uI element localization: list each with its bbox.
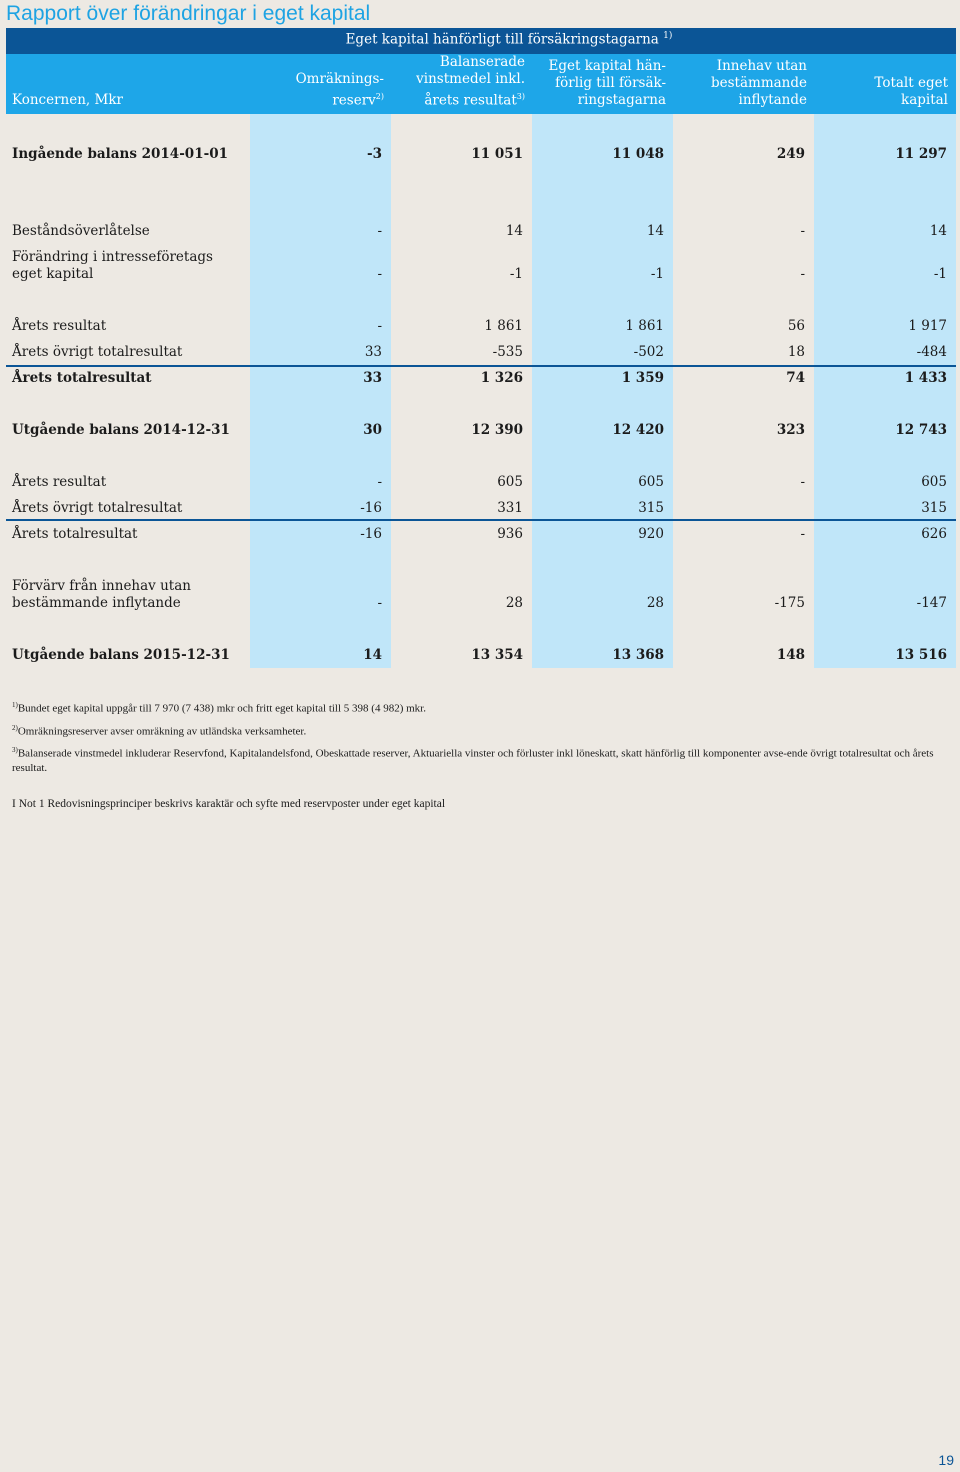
- value-retained-earnings: 14: [505, 223, 523, 239]
- row-label: Årets resultat: [12, 318, 107, 334]
- value-equity-policyholders: 11 048: [612, 146, 664, 162]
- value-equity-policyholders: -502: [633, 344, 664, 360]
- value-equity-policyholders: 12 420: [612, 422, 664, 438]
- value-equity-policyholders: 605: [638, 474, 664, 490]
- value-non-controlling: -: [800, 266, 805, 282]
- value-translation-reserve: -: [377, 595, 382, 611]
- footnote: $^{2)}$Omräkningsreserver avser omräkning av utländska verksamheter.: [12, 723, 307, 738]
- footnote: $^{1)}$Bundet eget kapital uppgår till 7 970 (7 438) mkr och fritt eget kapital till 5 398 (4 982) mkr.: [12, 701, 426, 715]
- value-retained-earnings: 11 051: [471, 146, 523, 162]
- value-non-controlling: 323: [776, 422, 805, 438]
- row-label: Förändring i intresseföretags eget kapital: [12, 249, 213, 282]
- value-translation-reserve: -: [377, 318, 382, 334]
- value-retained-earnings: 605: [497, 474, 523, 490]
- value-equity-policyholders: 13 368: [612, 647, 664, 663]
- value-non-controlling: -: [800, 526, 805, 542]
- header-group-label: Eget kapital hänförligt till försäkringstagarna $^{1)}$: [345, 31, 673, 48]
- value-retained-earnings: -1: [509, 266, 523, 282]
- value-equity-policyholders: 14: [646, 223, 664, 239]
- value-translation-reserve: -: [377, 223, 382, 239]
- value-equity-policyholders: 920: [638, 526, 664, 542]
- value-retained-earnings: 936: [497, 526, 523, 542]
- page-number: 19: [938, 1452, 954, 1468]
- value-retained-earnings: 13 354: [471, 647, 523, 663]
- value-translation-reserve: -16: [360, 526, 382, 542]
- value-total-equity: -1: [933, 266, 947, 282]
- row-separator: [6, 365, 956, 367]
- value-translation-reserve: 14: [363, 647, 382, 663]
- value-equity-policyholders: 28: [646, 595, 664, 611]
- value-retained-earnings: 1 326: [480, 370, 523, 386]
- value-translation-reserve: 33: [363, 370, 382, 386]
- page-title: Rapport över förändringar i eget kapital: [6, 2, 371, 25]
- header-group-bar: [6, 28, 956, 54]
- value-total-equity: 605: [921, 474, 947, 490]
- value-total-equity: 12 743: [895, 422, 947, 438]
- value-non-controlling: -: [800, 474, 805, 490]
- row-label: Årets resultat: [12, 474, 107, 490]
- value-retained-earnings: 331: [497, 500, 523, 516]
- row-label: Årets totalresultat: [12, 370, 152, 386]
- row-label: Förvärv från innehav utan bestämmande inflytande: [12, 578, 191, 611]
- row-label: Utgående balans 2014-12-31: [12, 422, 230, 438]
- value-equity-policyholders: 1 861: [625, 318, 664, 334]
- value-translation-reserve: -: [377, 266, 382, 282]
- value-non-controlling: 56: [787, 318, 805, 334]
- value-non-controlling: -: [800, 223, 805, 239]
- value-non-controlling: 249: [776, 146, 805, 162]
- header-row-label: Koncernen, Mkr: [12, 92, 123, 108]
- value-non-controlling: 148: [776, 647, 805, 663]
- row-label: Ingående balans 2014-01-01: [12, 146, 228, 162]
- row-label: Årets övrigt totalresultat: [12, 500, 183, 516]
- row-label: Årets övrigt totalresultat: [12, 344, 183, 360]
- header-col-total-equity: Totalt eget kapital: [874, 75, 948, 108]
- value-translation-reserve: -: [377, 474, 382, 490]
- value-total-equity: -484: [916, 344, 947, 360]
- value-translation-reserve: -3: [367, 146, 382, 162]
- value-total-equity: 1 917: [908, 318, 947, 334]
- value-total-equity: 1 433: [904, 370, 947, 386]
- value-non-controlling: 18: [787, 344, 805, 360]
- column-stripe: [814, 114, 956, 668]
- header-col-translation-reserve: Omräknings- reserv$^{2)}$: [295, 70, 384, 108]
- row-label: Årets totalresultat: [12, 526, 138, 542]
- value-total-equity: 626: [921, 526, 947, 542]
- value-total-equity: 11 297: [895, 146, 947, 162]
- value-non-controlling: 74: [786, 370, 805, 386]
- row-separator: [6, 519, 956, 521]
- value-total-equity: 315: [921, 500, 947, 516]
- row-label: Utgående balans 2015-12-31: [12, 647, 230, 663]
- value-retained-earnings: 1 861: [484, 318, 523, 334]
- value-translation-reserve: 33: [364, 344, 382, 360]
- value-retained-earnings: -535: [492, 344, 523, 360]
- value-total-equity: -147: [916, 595, 947, 611]
- value-retained-earnings: 28: [505, 595, 523, 611]
- header-col-equity-policyholders: Eget kapital hän- förlig till försäk- ringstagarna: [548, 58, 666, 108]
- value-translation-reserve: 30: [363, 422, 382, 438]
- value-retained-earnings: 12 390: [471, 422, 523, 438]
- reference-note: I Not 1 Redovisningsprinciper beskrivs karaktär och syfte med reservposter under eget kapital: [12, 797, 446, 810]
- value-equity-policyholders: 315: [638, 500, 664, 516]
- value-translation-reserve: -16: [360, 500, 382, 516]
- header-column-bar: [6, 54, 956, 114]
- column-stripe: [250, 114, 391, 668]
- value-non-controlling: -175: [774, 595, 805, 611]
- value-total-equity: 13 516: [895, 647, 947, 663]
- value-equity-policyholders: -1: [650, 266, 664, 282]
- header-col-retained-earnings: Balanserade vinstmedel inkl. årets resultat$^{3)}$: [416, 53, 525, 108]
- value-total-equity: 14: [929, 223, 947, 239]
- header-col-non-controlling: Innehav utan bestämmande inflytande: [710, 58, 807, 108]
- footnote: $^{3)}$Balanserade vinstmedel inkluderar Reservfond, Kapitalandelsfond, Obeskattade reserver, Aktuariella vinster och förluster inkl löneskatt, skatt hänförlig till komponenter avse-ende övrigt totalresultat och årets resultat.: [12, 746, 934, 774]
- footnotes: [12, 698, 952, 811]
- column-stripe: [532, 114, 673, 668]
- row-label: Beståndsöverlåtelse: [12, 223, 150, 239]
- value-equity-policyholders: 1 359: [621, 370, 664, 386]
